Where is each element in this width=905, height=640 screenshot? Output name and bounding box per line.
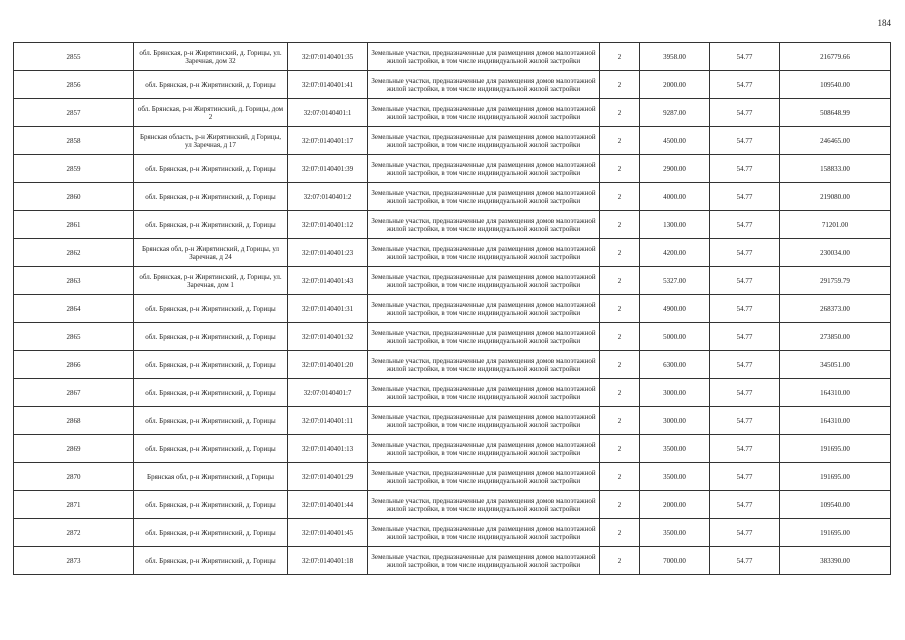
- area-cell: 3500.00: [640, 435, 710, 463]
- group-number-cell: 2: [600, 547, 640, 575]
- cadastral-value-cell: 71201.00: [780, 211, 891, 239]
- table-row: [14, 295, 891, 323]
- group-number-cell: 2: [600, 295, 640, 323]
- row-number-cell: 2869: [14, 435, 134, 463]
- cadastral-value-cell: 191695.00: [780, 463, 891, 491]
- table-row: [14, 491, 891, 519]
- land-purpose-cell: Земельные участки, предназначенные для размещения домов малоэтажной жилой застройки, в том числе индивидуальной жилой застройки: [368, 519, 600, 547]
- table-row: [14, 155, 891, 183]
- land-purpose-cell: Земельные участки, предназначенные для размещения домов малоэтажной жилой застройки, в том числе индивидуальной жилой застройки: [368, 267, 600, 295]
- page-number: 184: [877, 18, 891, 28]
- land-purpose-cell: Земельные участки, предназначенные для размещения домов малоэтажной жилой застройки, в том числе индивидуальной жилой застройки: [368, 547, 600, 575]
- address-cell: обл. Брянская, р-н Жирятинский, д. Горицы: [134, 323, 288, 351]
- cadastral-value-cell: 268373.00: [780, 295, 891, 323]
- row-number-cell: 2870: [14, 463, 134, 491]
- cadastral-number-cell: 32:07:0140401:20: [288, 351, 368, 379]
- cadastral-value-cell: 109540.00: [780, 71, 891, 99]
- specific-value-cell: 54.77: [710, 211, 780, 239]
- address-cell: обл. Брянская, р-н Жирятинский, д. Горицы: [134, 519, 288, 547]
- land-purpose-cell: Земельные участки, предназначенные для размещения домов малоэтажной жилой застройки, в том числе индивидуальной жилой застройки: [368, 183, 600, 211]
- group-number-cell: 2: [600, 155, 640, 183]
- cadastral-value-cell: 219080.00: [780, 183, 891, 211]
- address-cell: обл. Брянская, р-н Жирятинский, д. Горицы, ул. Заречная, дом 1: [134, 267, 288, 295]
- row-number-cell: 2863: [14, 267, 134, 295]
- row-number-cell: 2867: [14, 379, 134, 407]
- group-number-cell: 2: [600, 407, 640, 435]
- land-purpose-cell: Земельные участки, предназначенные для размещения домов малоэтажной жилой застройки, в том числе индивидуальной жилой застройки: [368, 407, 600, 435]
- group-number-cell: 2: [600, 71, 640, 99]
- cadastral-value-cell: 383390.00: [780, 547, 891, 575]
- row-number-cell: 2864: [14, 295, 134, 323]
- row-number-cell: 2865: [14, 323, 134, 351]
- table-row: [14, 519, 891, 547]
- cadastral-value-cell: 158833.00: [780, 155, 891, 183]
- land-purpose-cell: Земельные участки, предназначенные для размещения домов малоэтажной жилой застройки, в том числе индивидуальной жилой застройки: [368, 323, 600, 351]
- land-purpose-cell: Земельные участки, предназначенные для размещения домов малоэтажной жилой застройки, в том числе индивидуальной жилой застройки: [368, 43, 600, 71]
- row-number-cell: 2866: [14, 351, 134, 379]
- area-cell: 3000.00: [640, 379, 710, 407]
- table-row: [14, 127, 891, 155]
- address-cell: обл. Брянская, р-н Жирятинский, д. Горицы: [134, 295, 288, 323]
- row-number-cell: 2871: [14, 491, 134, 519]
- area-cell: 3500.00: [640, 519, 710, 547]
- area-cell: 4200.00: [640, 239, 710, 267]
- address-cell: обл. Брянская, р-н Жирятинский, д. Горицы: [134, 407, 288, 435]
- address-cell: Брянская обл, р-н Жирятинский, д Горицы, ул Заречная, д 24: [134, 239, 288, 267]
- area-cell: 5000.00: [640, 323, 710, 351]
- specific-value-cell: 54.77: [710, 463, 780, 491]
- cadastral-value-cell: 191695.00: [780, 519, 891, 547]
- cadastral-value-cell: 216779.66: [780, 43, 891, 71]
- specific-value-cell: 54.77: [710, 323, 780, 351]
- cadastral-value-table: [13, 42, 891, 575]
- group-number-cell: 2: [600, 43, 640, 71]
- table-body: [14, 43, 891, 575]
- table-row: [14, 379, 891, 407]
- table-row: [14, 239, 891, 267]
- group-number-cell: 2: [600, 211, 640, 239]
- cadastral-number-cell: 32:07:0140401:45: [288, 519, 368, 547]
- land-purpose-cell: Земельные участки, предназначенные для размещения домов малоэтажной жилой застройки, в том числе индивидуальной жилой застройки: [368, 239, 600, 267]
- land-purpose-cell: Земельные участки, предназначенные для размещения домов малоэтажной жилой застройки, в том числе индивидуальной жилой застройки: [368, 127, 600, 155]
- area-cell: 9287.00: [640, 99, 710, 127]
- cadastral-value-cell: 191695.00: [780, 435, 891, 463]
- cadastral-value-cell: 109540.00: [780, 491, 891, 519]
- table-row: [14, 267, 891, 295]
- table-row: [14, 547, 891, 575]
- row-number-cell: 2857: [14, 99, 134, 127]
- table-row: [14, 43, 891, 71]
- specific-value-cell: 54.77: [710, 183, 780, 211]
- cadastral-value-cell: 246465.00: [780, 127, 891, 155]
- address-cell: обл. Брянская, р-н Жирятинский, д. Горицы: [134, 379, 288, 407]
- cadastral-number-cell: 32:07:0140401:13: [288, 435, 368, 463]
- table-row: [14, 323, 891, 351]
- group-number-cell: 2: [600, 239, 640, 267]
- address-cell: Брянская область, р-н Жирятинский, д Горицы, ул Заречная, д 17: [134, 127, 288, 155]
- cadastral-number-cell: 32:07:0140401:18: [288, 547, 368, 575]
- specific-value-cell: 54.77: [710, 491, 780, 519]
- specific-value-cell: 54.77: [710, 407, 780, 435]
- area-cell: 2000.00: [640, 71, 710, 99]
- row-number-cell: 2858: [14, 127, 134, 155]
- cadastral-number-cell: 32:07:0140401:39: [288, 155, 368, 183]
- land-purpose-cell: Земельные участки, предназначенные для размещения домов малоэтажной жилой застройки, в том числе индивидуальной жилой застройки: [368, 491, 600, 519]
- group-number-cell: 2: [600, 183, 640, 211]
- area-cell: 6300.00: [640, 351, 710, 379]
- land-purpose-cell: Земельные участки, предназначенные для размещения домов малоэтажной жилой застройки, в том числе индивидуальной жилой застройки: [368, 435, 600, 463]
- specific-value-cell: 54.77: [710, 239, 780, 267]
- land-purpose-cell: Земельные участки, предназначенные для размещения домов малоэтажной жилой застройки, в том числе индивидуальной жилой застройки: [368, 155, 600, 183]
- cadastral-number-cell: 32:07:0140401:12: [288, 211, 368, 239]
- address-cell: обл. Брянская, р-н Жирятинский, д. Горицы: [134, 211, 288, 239]
- row-number-cell: 2868: [14, 407, 134, 435]
- table-row: [14, 351, 891, 379]
- area-cell: 3958.00: [640, 43, 710, 71]
- address-cell: обл. Брянская, р-н Жирятинский, д. Горицы: [134, 183, 288, 211]
- specific-value-cell: 54.77: [710, 295, 780, 323]
- cadastral-number-cell: 32:07:0140401:7: [288, 379, 368, 407]
- cadastral-number-cell: 32:07:0140401:23: [288, 239, 368, 267]
- cadastral-number-cell: 32:07:0140401:43: [288, 267, 368, 295]
- cadastral-number-cell: 32:07:0140401:41: [288, 71, 368, 99]
- group-number-cell: 2: [600, 351, 640, 379]
- land-purpose-cell: Земельные участки, предназначенные для размещения домов малоэтажной жилой застройки, в том числе индивидуальной жилой застройки: [368, 71, 600, 99]
- cadastral-number-cell: 32:07:0140401:17: [288, 127, 368, 155]
- specific-value-cell: 54.77: [710, 547, 780, 575]
- land-purpose-cell: Земельные участки, предназначенные для размещения домов малоэтажной жилой застройки, в том числе индивидуальной жилой застройки: [368, 295, 600, 323]
- group-number-cell: 2: [600, 435, 640, 463]
- land-purpose-cell: Земельные участки, предназначенные для размещения домов малоэтажной жилой застройки, в том числе индивидуальной жилой застройки: [368, 351, 600, 379]
- area-cell: 4500.00: [640, 127, 710, 155]
- group-number-cell: 2: [600, 99, 640, 127]
- group-number-cell: 2: [600, 379, 640, 407]
- row-number-cell: 2872: [14, 519, 134, 547]
- area-cell: 4000.00: [640, 183, 710, 211]
- group-number-cell: 2: [600, 463, 640, 491]
- specific-value-cell: 54.77: [710, 155, 780, 183]
- cadastral-number-cell: 32:07:0140401:11: [288, 407, 368, 435]
- land-purpose-cell: Земельные участки, предназначенные для размещения домов малоэтажной жилой застройки, в том числе индивидуальной жилой застройки: [368, 379, 600, 407]
- area-cell: 5327.00: [640, 267, 710, 295]
- address-cell: обл. Брянская, р-н Жирятинский, д. Горицы: [134, 547, 288, 575]
- area-cell: 3500.00: [640, 463, 710, 491]
- group-number-cell: 2: [600, 491, 640, 519]
- address-cell: обл. Брянская, р-н Жирятинский, д. Горицы: [134, 155, 288, 183]
- cadastral-value-cell: 508648.99: [780, 99, 891, 127]
- specific-value-cell: 54.77: [710, 99, 780, 127]
- area-cell: 1300.00: [640, 211, 710, 239]
- table-row: [14, 211, 891, 239]
- specific-value-cell: 54.77: [710, 71, 780, 99]
- cadastral-value-cell: 291759.79: [780, 267, 891, 295]
- specific-value-cell: 54.77: [710, 43, 780, 71]
- address-cell: обл. Брянская, р-н Жирятинский, д. Горицы, ул. Заречная, дом 32: [134, 43, 288, 71]
- group-number-cell: 2: [600, 519, 640, 547]
- area-cell: 3000.00: [640, 407, 710, 435]
- group-number-cell: 2: [600, 323, 640, 351]
- specific-value-cell: 54.77: [710, 267, 780, 295]
- row-number-cell: 2856: [14, 71, 134, 99]
- cadastral-number-cell: 32:07:0140401:31: [288, 295, 368, 323]
- address-cell: обл. Брянская, р-н Жирятинский, д. Горицы: [134, 71, 288, 99]
- cadastral-value-cell: 164310.00: [780, 379, 891, 407]
- row-number-cell: 2861: [14, 211, 134, 239]
- cadastral-number-cell: 32:07:0140401:35: [288, 43, 368, 71]
- cadastral-number-cell: 32:07:0140401:2: [288, 183, 368, 211]
- area-cell: 2900.00: [640, 155, 710, 183]
- address-cell: обл. Брянская, р-н Жирятинский, д. Горицы: [134, 435, 288, 463]
- table-row: [14, 407, 891, 435]
- cadastral-value-cell: 164310.00: [780, 407, 891, 435]
- land-purpose-cell: Земельные участки, предназначенные для размещения домов малоэтажной жилой застройки, в том числе индивидуальной жилой застройки: [368, 99, 600, 127]
- address-cell: обл. Брянская, р-н Жирятинский, д. Горицы: [134, 491, 288, 519]
- area-cell: 4900.00: [640, 295, 710, 323]
- specific-value-cell: 54.77: [710, 379, 780, 407]
- row-number-cell: 2855: [14, 43, 134, 71]
- group-number-cell: 2: [600, 127, 640, 155]
- table-row: [14, 463, 891, 491]
- land-purpose-cell: Земельные участки, предназначенные для размещения домов малоэтажной жилой застройки, в том числе индивидуальной жилой застройки: [368, 463, 600, 491]
- land-purpose-cell: Земельные участки, предназначенные для размещения домов малоэтажной жилой застройки, в том числе индивидуальной жилой застройки: [368, 211, 600, 239]
- row-number-cell: 2873: [14, 547, 134, 575]
- group-number-cell: 2: [600, 267, 640, 295]
- cadastral-value-cell: 273850.00: [780, 323, 891, 351]
- cadastral-number-cell: 32:07:0140401:1: [288, 99, 368, 127]
- table-row: [14, 183, 891, 211]
- specific-value-cell: 54.77: [710, 127, 780, 155]
- cadastral-number-cell: 32:07:0140401:32: [288, 323, 368, 351]
- cadastral-number-cell: 32:07:0140401:44: [288, 491, 368, 519]
- area-cell: 2000.00: [640, 491, 710, 519]
- table-row: [14, 71, 891, 99]
- specific-value-cell: 54.77: [710, 351, 780, 379]
- row-number-cell: 2859: [14, 155, 134, 183]
- area-cell: 7000.00: [640, 547, 710, 575]
- cadastral-number-cell: 32:07:0140401:29: [288, 463, 368, 491]
- row-number-cell: 2862: [14, 239, 134, 267]
- table-row: [14, 435, 891, 463]
- cadastral-value-cell: 345051.00: [780, 351, 891, 379]
- specific-value-cell: 54.77: [710, 519, 780, 547]
- address-cell: обл. Брянская, р-н Жирятинский, д. Горицы: [134, 351, 288, 379]
- address-cell: Брянская обл, р-н Жирятинский, д Горицы: [134, 463, 288, 491]
- address-cell: обл. Брянская, р-н Жирятинский, д. Горицы, дом 2: [134, 99, 288, 127]
- cadastral-value-cell: 230034.00: [780, 239, 891, 267]
- row-number-cell: 2860: [14, 183, 134, 211]
- table-row: [14, 99, 891, 127]
- specific-value-cell: 54.77: [710, 435, 780, 463]
